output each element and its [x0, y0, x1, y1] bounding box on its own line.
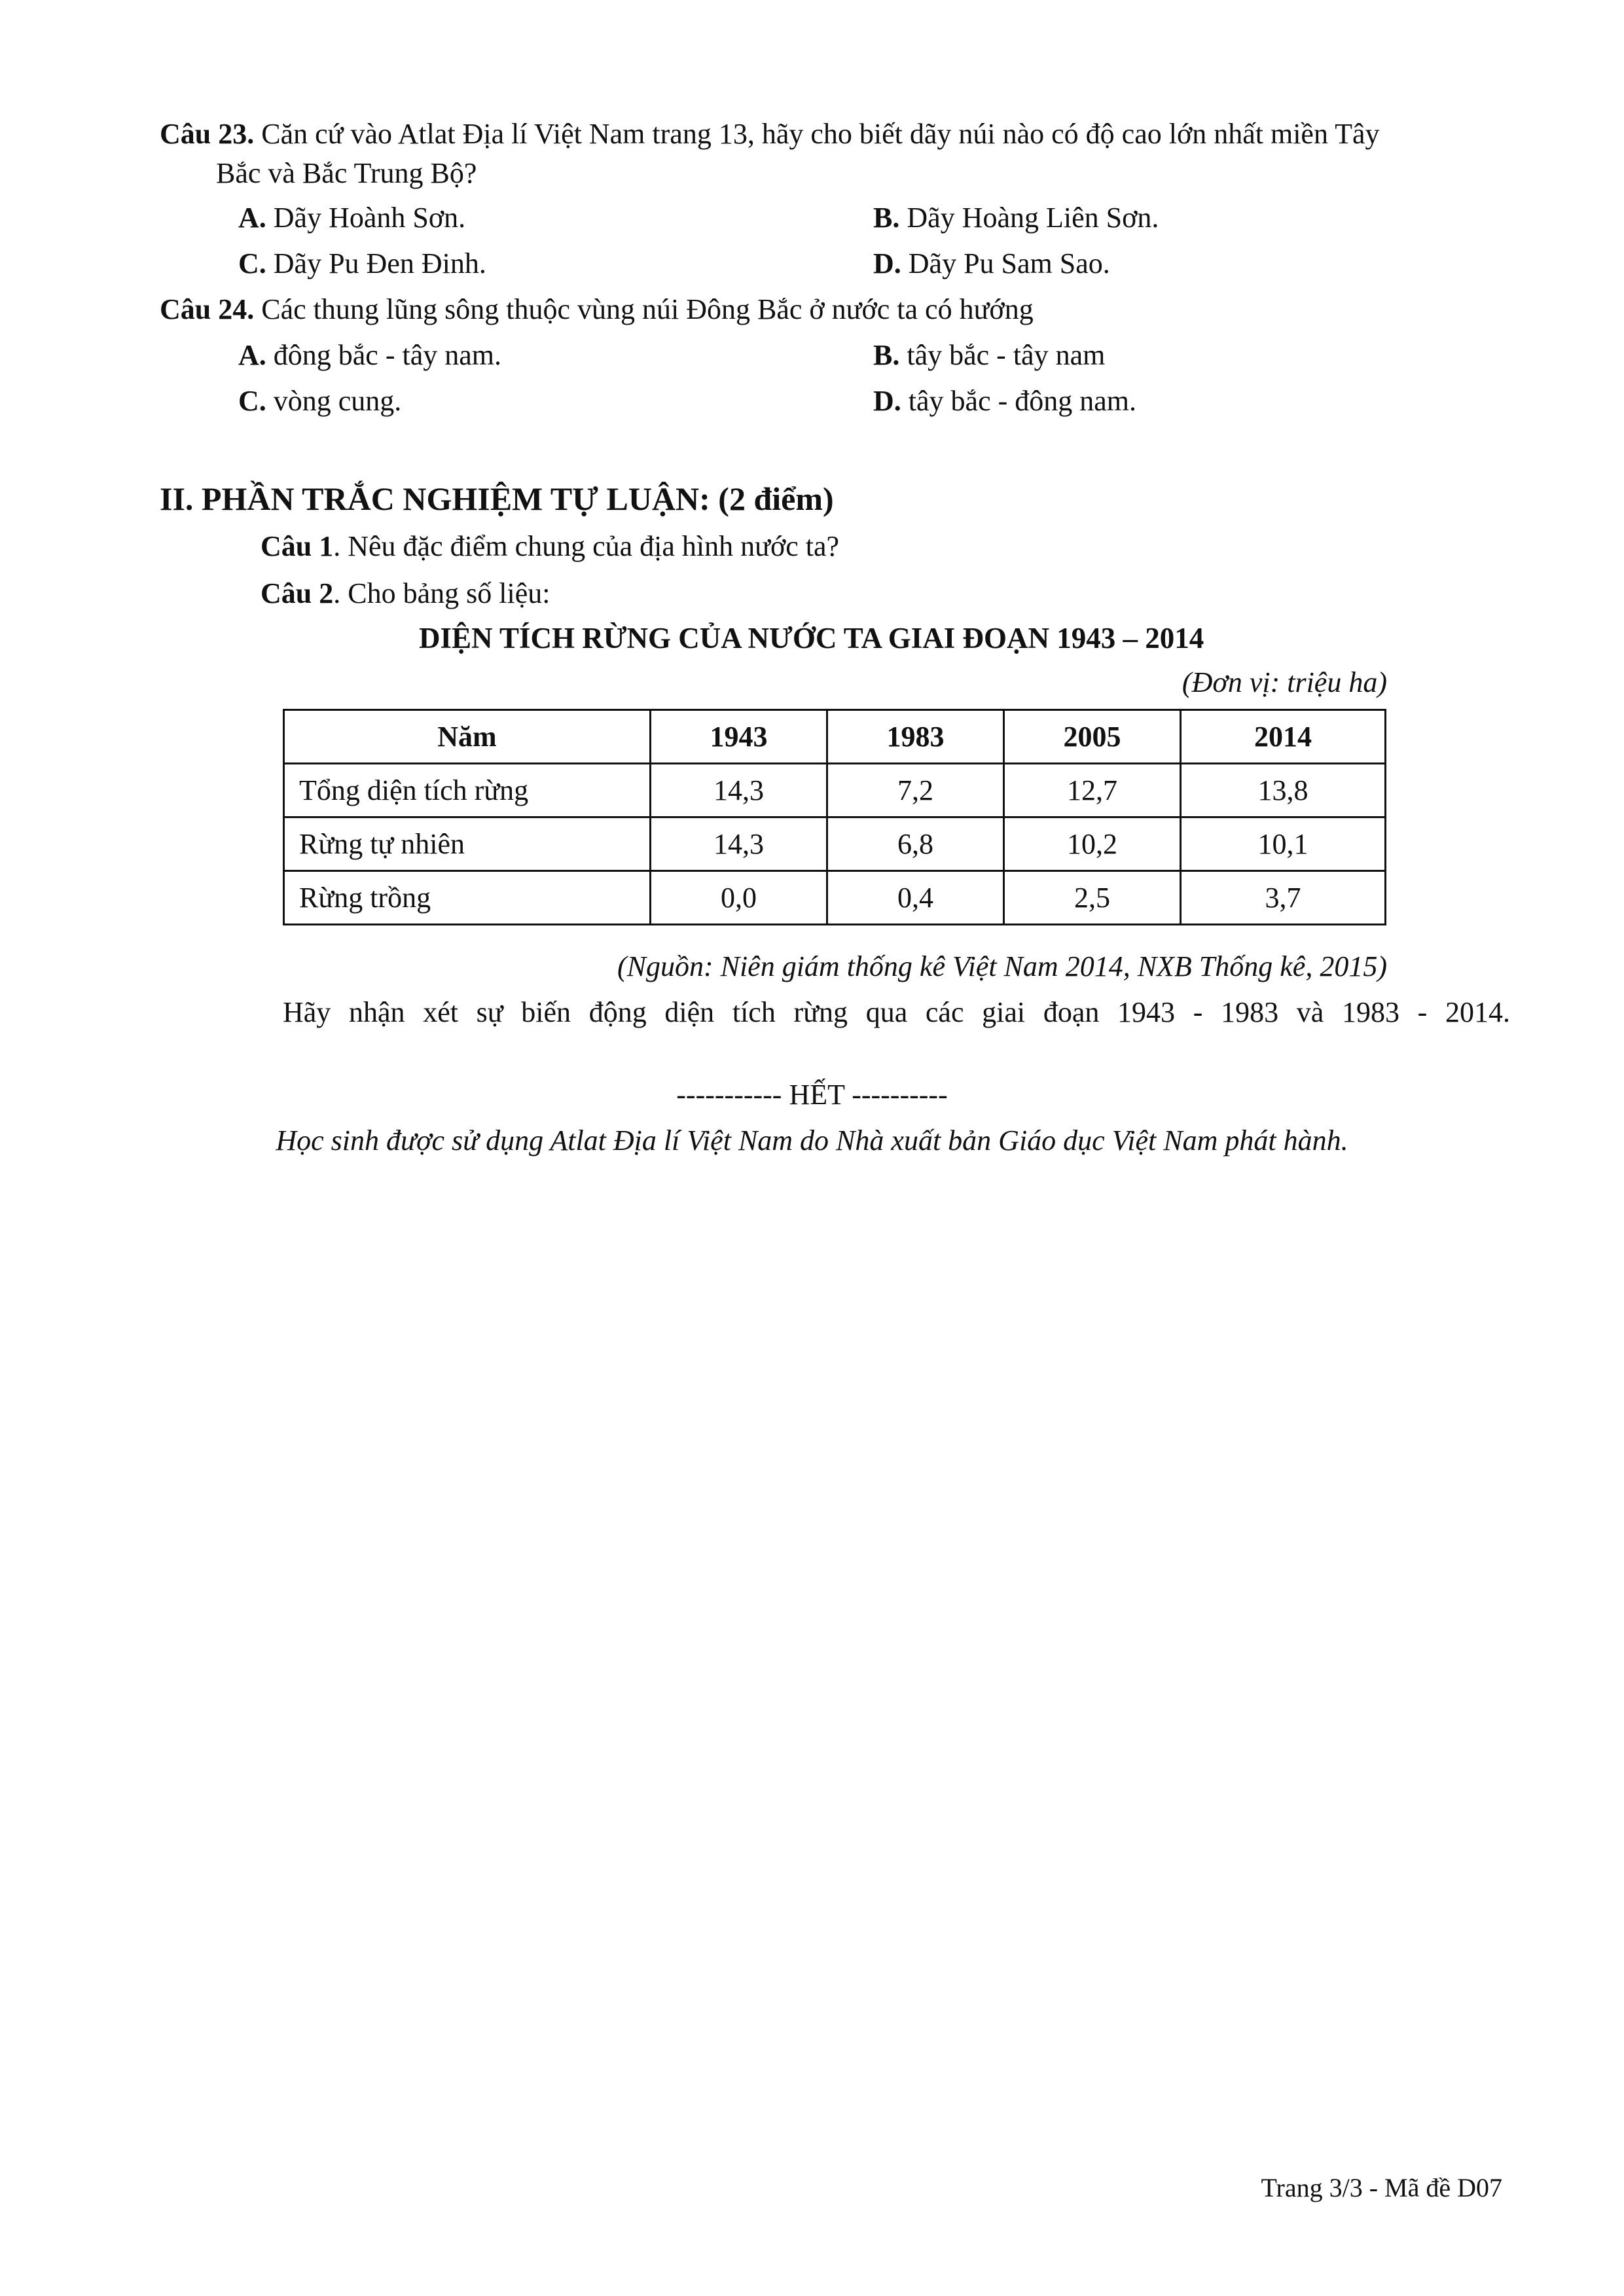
option-a: [238, 202, 465, 235]
table-cell: 7,2: [827, 764, 1004, 817]
question-number: Câu 24.: [160, 293, 255, 325]
option-key: B.: [873, 339, 900, 371]
header-cell: 2014: [1181, 710, 1386, 764]
row-label: Tổng diện tích rừng: [284, 764, 651, 817]
option-key: A.: [238, 339, 266, 371]
option-text: Dãy Pu Sam Sao.: [908, 247, 1110, 279]
table-cell: 14,3: [651, 817, 827, 871]
option-key: D.: [873, 247, 901, 279]
question-text: . Cho bảng số liệu:: [333, 577, 550, 609]
table-unit: (Đơn vị: triệu ha): [1182, 666, 1387, 698]
page-footer: Trang 3/3 - Mã đề D07: [1261, 2173, 1502, 2202]
option-key: B.: [873, 202, 900, 234]
table-cell: 0,0: [651, 871, 827, 925]
option-text: đông bắc - tây nam.: [273, 339, 501, 371]
option-d: [873, 385, 1136, 418]
end-marker: ----------- HẾT ----------: [676, 1079, 948, 1111]
table-cell: 3,7: [1181, 871, 1386, 925]
option-c: [238, 385, 401, 418]
section-title: II. PHẦN TRẮC NGHIỆM TỰ LUẬN: (2 điểm): [160, 480, 834, 517]
table-row: [284, 764, 1386, 817]
row-label: Rừng trồng: [284, 871, 651, 925]
question-number: Câu 23.: [160, 118, 255, 150]
table-cell: 6,8: [827, 817, 1004, 871]
table-header-row: [284, 710, 1386, 764]
table-title: DIỆN TÍCH RỪNG CỦA NƯỚC TA GIAI ĐOẠN 1943 – 2014: [419, 622, 1204, 655]
question-text: . Nêu đặc điểm chung của địa hình nước ta?: [333, 530, 840, 562]
table-row: [284, 817, 1386, 871]
table-cell: 0,4: [827, 871, 1004, 925]
option-text: tây bắc - tây nam: [907, 339, 1106, 371]
question-number: Câu 2: [261, 577, 334, 609]
option-c: [238, 247, 486, 281]
row-label: Rừng tự nhiên: [284, 817, 651, 871]
question-text-continued: Bắc và Bắc Trung Bộ?: [216, 157, 477, 189]
option-b: [873, 202, 1159, 235]
option-text: Dãy Hoành Sơn.: [273, 202, 466, 234]
option-a: [238, 339, 501, 372]
header-cell: Năm: [284, 710, 651, 764]
essay-question-2: [261, 577, 550, 611]
question-text: Căn cứ vào Atlat Địa lí Việt Nam trang 13, hãy cho biết dãy núi nào có độ cao lớn nhất miền Tây: [261, 118, 1380, 150]
option-key: C.: [238, 247, 266, 279]
forest-area-table: [283, 709, 1386, 925]
option-key: A.: [238, 202, 266, 234]
table-cell: 13,8: [1181, 764, 1386, 817]
table-cell: 10,2: [1004, 817, 1181, 871]
option-text: tây bắc - đông nam.: [908, 385, 1136, 417]
table-cell: 2,5: [1004, 871, 1181, 925]
header-cell: 1943: [651, 710, 827, 764]
table-cell: 14,3: [651, 764, 827, 817]
question-text: Các thung lũng sông thuộc vùng núi Đông Bắc ở nước ta có hướng: [261, 293, 1034, 325]
essay-question-1: [261, 530, 839, 564]
option-text: vòng cung.: [273, 385, 402, 417]
option-d: [873, 247, 1110, 281]
question-number: Câu 1: [261, 530, 334, 562]
option-text: Dãy Pu Đen Đinh.: [273, 247, 486, 279]
option-key: D.: [873, 385, 901, 417]
table-cell: 10,1: [1181, 817, 1386, 871]
option-b: [873, 339, 1105, 372]
option-text: Dãy Hoàng Liên Sơn.: [907, 202, 1159, 234]
header-cell: 1983: [827, 710, 1004, 764]
option-key: C.: [238, 385, 266, 417]
table-row: [284, 871, 1386, 925]
table-source: (Nguồn: Niên giám thống kê Việt Nam 2014, NXB Thống kê, 2015): [617, 950, 1387, 982]
header-cell: 2005: [1004, 710, 1181, 764]
question-23: [160, 118, 1380, 151]
instruction-text: Hãy nhận xét sự biến động diện tích rừng qua các giai đoạn 1943 - 1983 và 1983 - 2014.: [283, 996, 1510, 1028]
question-24: [160, 293, 1034, 327]
atlas-note: Học sinh được sử dụng Atlat Địa lí Việt Nam do Nhà xuất bản Giáo dục Việt Nam phát hành.: [276, 1124, 1348, 1157]
table-cell: 12,7: [1004, 764, 1181, 817]
